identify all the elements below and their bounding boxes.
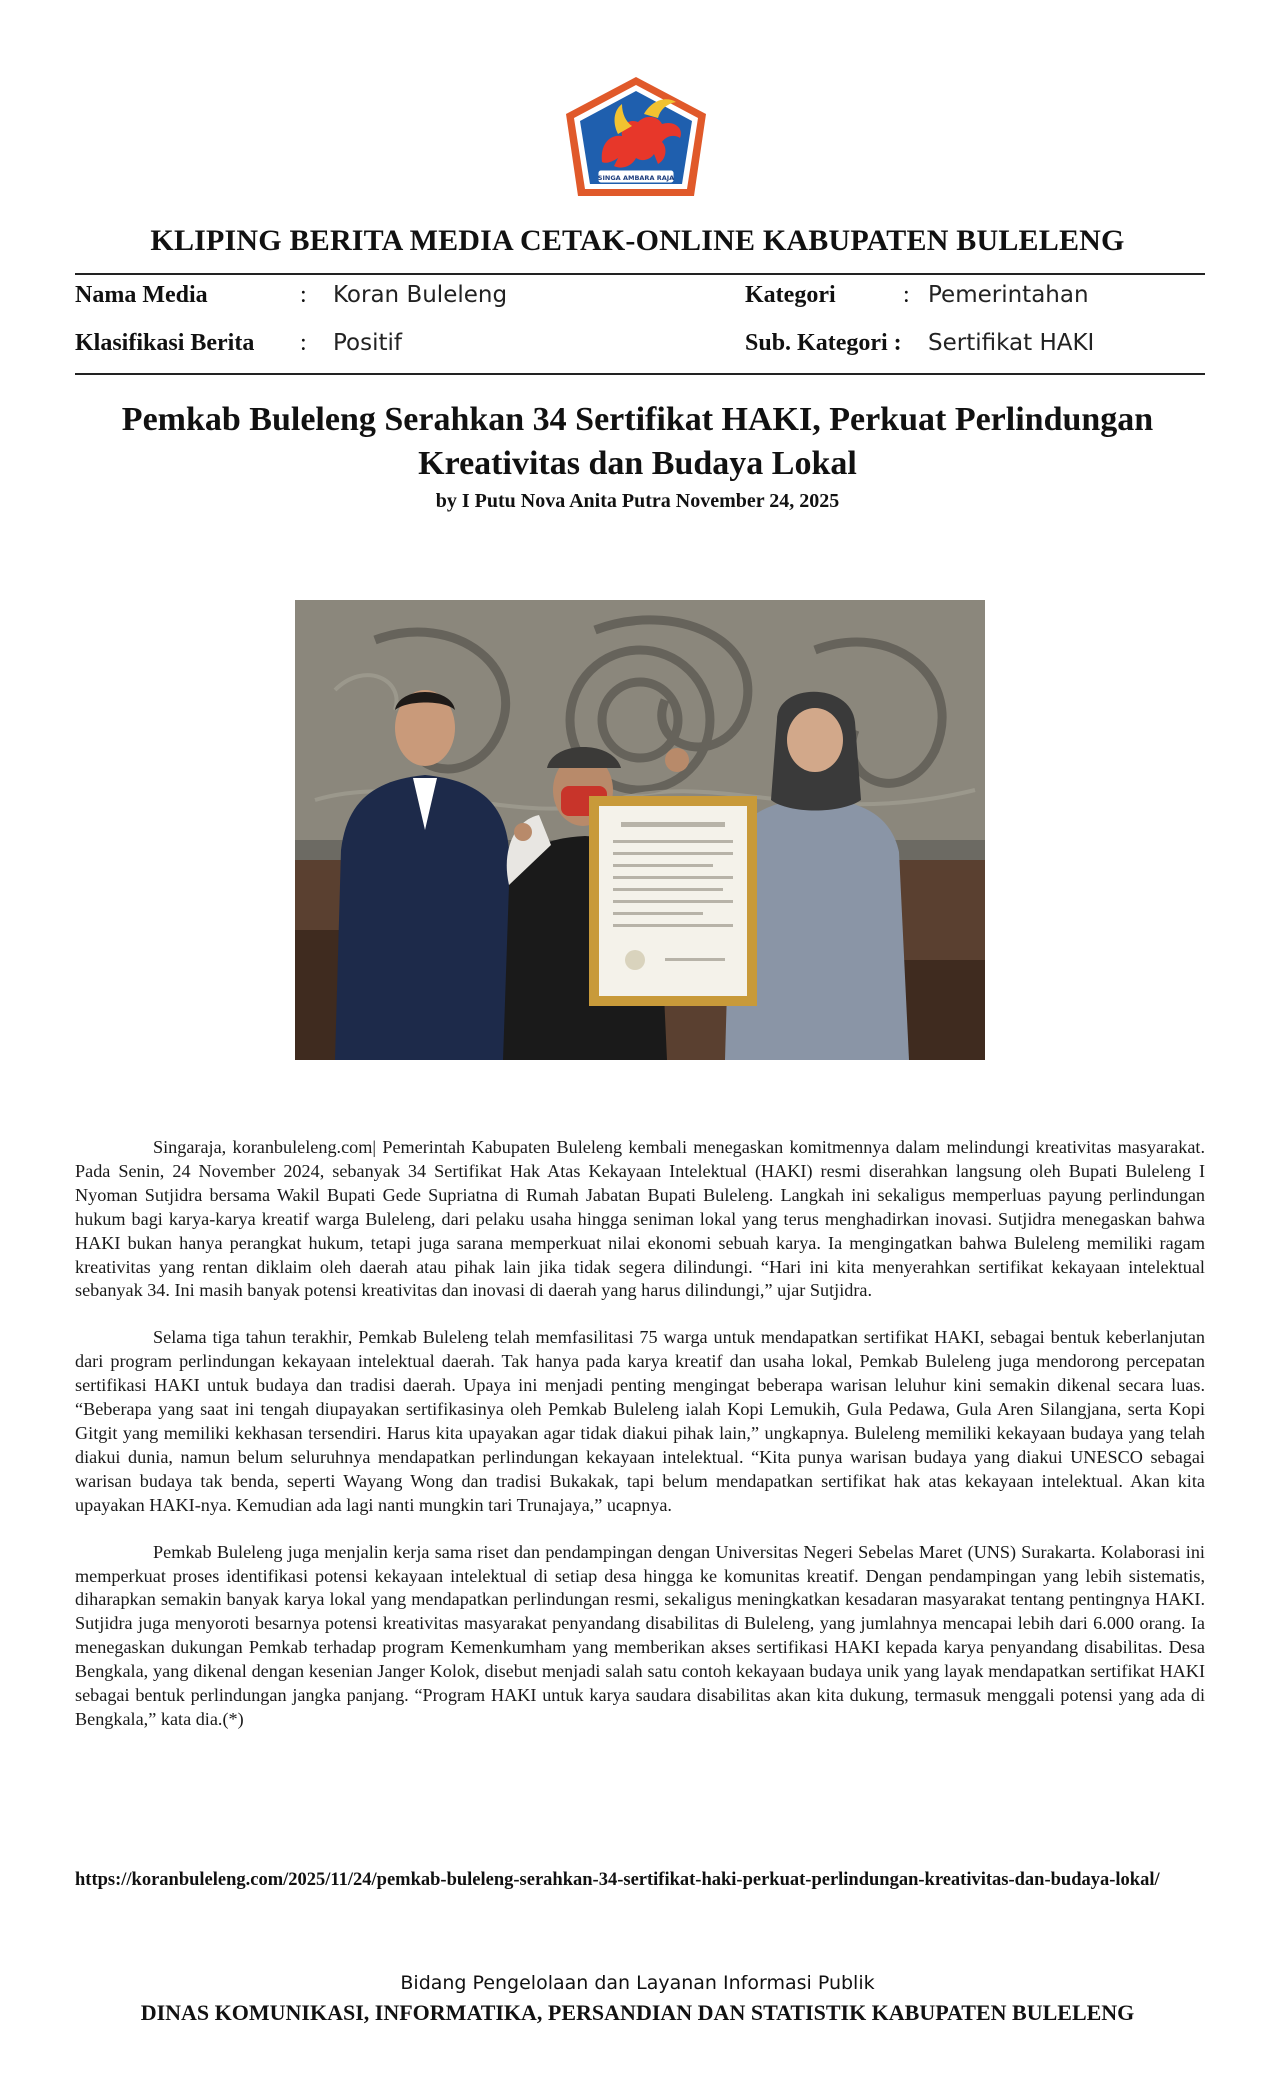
article-paragraph-3: Pemkab Buleleng juga menjalin kerja sama riset dan pendampingan dengan Universitas Negeri Sebelas Maret (UNS) Surakarta. Kolaborasi ini memperkuat proses identifikasi potensi kekayaan intelektual di setiap desa hingga ke komunitas kreatif. Dengan pendampingan yang lebih sistematis, diharapkan semakin banyak karya lokal yang mendapatkan perlindungan resmi, sekaligus meningkatkan kesadaran masyarakat tentang pentingnya HAKI. Sutjidra juga menyoroti besarnya potensi kreativitas masyarakat penyandang disabilitas di Buleleng, yang jumlahnya mencapai lebih dari 6.000 orang. Ia menegaskan dukungan Pemkab terhadap program Kemenkumham yang memberikan akses sertifikasi HAKI kepada karya penyandang disabilitas. Desa Bengkala, yang dikenal dengan kesenian Janger Kolok, disebut menjadi salah satu contoh kekayaan budaya unik yang layak mendapatkan sertifikat HAKI sebagai bentuk perlindungan jangka panjang. “Program HAKI untuk karya saudara disabilitas akan kita dukung, termasuk menggali potensi yang ada di Bengkala,” kata dia.(*) — [75, 1541, 1205, 1729]
article-photo — [295, 600, 985, 1060]
article-body — [75, 1136, 1205, 1755]
buleleng-regency-logo — [562, 74, 710, 200]
klasifikasi-label: Klasifikasi Berita — [75, 330, 255, 356]
article-paragraph-1: Singaraja, koranbuleleng.com| Pemerintah Kabupaten Buleleng kembali menegaskan komitmennya dalam melindungi kreativitas masyarakat. Pada Senin, 24 November 2024, sebanyak 34 Sertifikat Hak Atas Kekayaan Intelektual (HAKI) resmi diserahkan langsung oleh Bupati Buleleng I Nyoman Sutjidra bersama Wakil Bupati Gede Supriatna di Rumah Jabatan Bupati Buleleng. Langkah ini sekaligus memperluas payung perlindungan hukum bagi karya-karya kreatif warga Buleleng, dari pelaku usaha hingga seniman lokal yang terus menghadirkan inovasi. Sutjidra menegaskan bahwa HAKI bukan hanya perangkat hukum, tetapi juga sarana memperkuat nilai ekonomi sebuah karya. Ia mengingatkan bahwa Buleleng memiliki ragam kreativitas yang rentan diklaim oleh daerah atau pihak lain jika tidak segera dilindungi. “Hari ini kita menyerahkan sertifikat kekayaan intelektual sebanyak 34. Ini masih banyak potensi kreativitas dan inovasi di daerah yang harus dilindungi,” ujar Sutjidra. — [75, 1137, 1205, 1301]
source-url-link[interactable]: https://koranbuleleng.com/2025/11/24/pemkab-buleleng-serahkan-34-sertifikat-haki-perkuat-perlindungan-kreativitas-dan-budaya-lokal/ — [75, 1870, 1160, 1890]
colon: : — [300, 282, 307, 308]
sub-kategori-label: Sub. Kategori : — [745, 330, 902, 356]
logo-motto: SINGA AMBARA RAJA — [597, 174, 675, 182]
klasifikasi-value: Positif — [333, 330, 402, 356]
headline-line-2: Kreativitas dan Budaya Lokal — [418, 445, 857, 482]
article-byline: by I Putu Nova Anita Putra November 24, 2025 — [435, 490, 840, 512]
sub-kategori-value: Sertifikat HAKI — [928, 330, 1095, 356]
article-headline — [60, 398, 1215, 486]
colon: : — [903, 282, 910, 308]
footer-agency: DINAS KOMUNIKASI, INFORMATIKA, PERSANDIAN DAN STATISTIK KABUPATEN BULELENG — [140, 2000, 1135, 2025]
footer-division: Bidang Pengelolaan dan Layanan Informasi Publik — [400, 1972, 875, 1994]
headline-line-1: Pemkab Buleleng Serahkan 34 Sertifikat HAKI, Perkuat Perlindungan — [121, 401, 1154, 438]
header-divider-bottom — [75, 373, 1205, 375]
kategori-value: Pemerintahan — [928, 282, 1089, 308]
kliping-title: KLIPING BERITA MEDIA CETAK-ONLINE KABUPATEN BULELENG — [150, 224, 1125, 257]
header-divider-top — [75, 273, 1205, 275]
nama-media-value: Koran Buleleng — [333, 282, 508, 308]
nama-media-label: Nama Media — [75, 282, 208, 308]
kategori-label: Kategori — [745, 282, 836, 308]
article-paragraph-2: Selama tiga tahun terakhir, Pemkab Buleleng telah memfasilitasi 75 warga untuk mendapatkan sertifikat HAKI, sebagai bentuk keberlanjutan dari program perlindungan kekayaan intelektual daerah. Tak hanya pada karya kreatif dan usaha lokal, Pemkab Buleleng juga mendorong percepatan sertifikasi HAKI untuk budaya dan tradisi daerah. Upaya ini menjadi penting mengingat beberapa warisan leluhur kini semakin dikenal secara luas. “Beberapa yang saat ini tengah diupayakan sertifikasinya oleh Pemkab Buleleng ialah Kopi Lemukih, Gula Pedawa, Gula Aren Silangjana, serta Kopi Gitgit yang memiliki kekhasan tersendiri. Harus kita upayakan agar tidak diakui pihak lain,” ungkapnya. Buleleng memiliki kekayaan budaya yang telah diakui dunia, namun belum seluruhnya mendapatkan perlindungan kekayaan intelektual. “Kita punya warisan budaya yang diakui UNESCO sebagai warisan budaya tak benda, seperti Wayang Wong dan tradisi Bukakak, tapi belum mendapatkan sertifikat hak atas kekayaan intelektual. Akan kita upayakan HAKI-nya. Kemudian ada lagi nanti mungkin tari Trunajaya,” ucapnya. — [75, 1327, 1205, 1515]
colon: : — [300, 330, 307, 356]
